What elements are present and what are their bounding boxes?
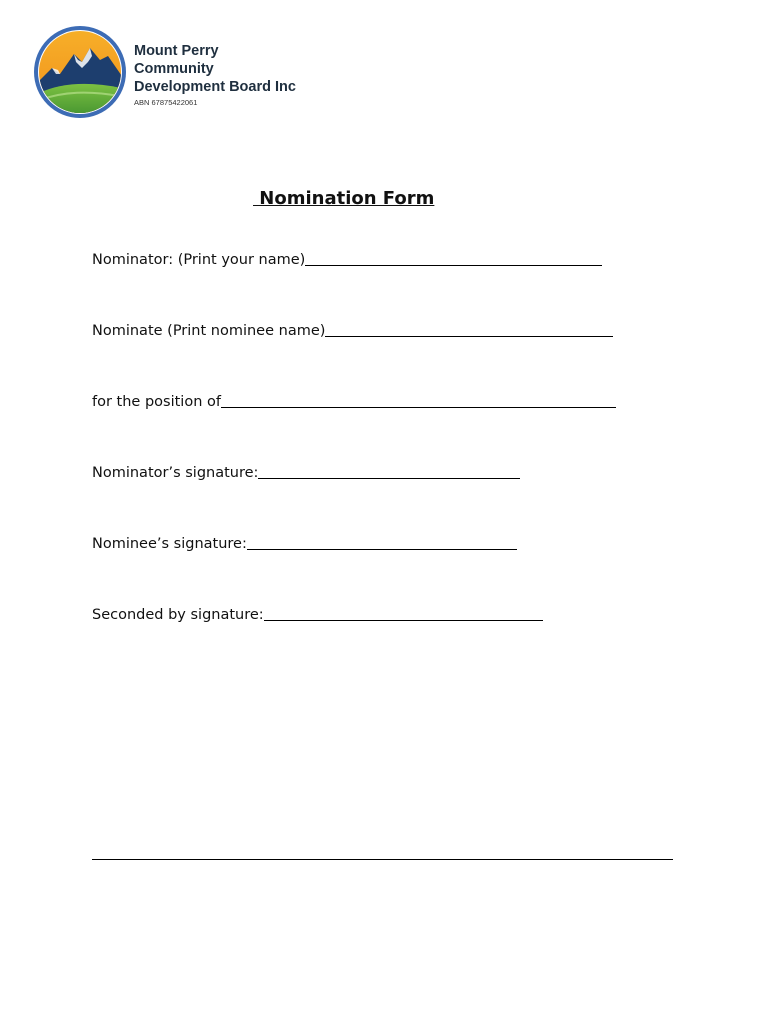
nominator-signature-field[interactable] [92,464,520,482]
form-title: Nomination Form [253,188,435,209]
nominator-name-field[interactable] [92,251,602,269]
nominee-signature-field[interactable] [92,535,517,553]
seconded-signature-field[interactable] [92,606,543,624]
nominee-signature-label: Nominee’s signature: [92,536,247,552]
position-label: for the position of [92,394,221,410]
organization-name-line-3: Development Board Inc [134,79,296,95]
nominator-name-label: Nominator: (Print your name) [92,252,306,268]
position-field[interactable] [92,393,616,411]
bottom-blank-line[interactable] [92,859,673,860]
organization-name-line-2: Community [134,61,214,77]
nominee-signature-blank-line[interactable] [247,548,517,550]
seconded-signature-label: Seconded by signature: [92,607,264,623]
organization-name-block [134,42,296,108]
nominator-signature-blank-line[interactable] [258,477,520,479]
nominee-name-label: Nominate (Print nominee name) [92,323,326,339]
position-blank-line[interactable] [221,406,616,408]
seconded-signature-blank-line[interactable] [264,619,543,621]
organization-name-line-1: Mount Perry [134,43,219,59]
nominator-signature-label: Nominator’s signature: [92,465,259,481]
abn-number: ABN 67875422061 [134,98,198,107]
organization-logo [30,24,130,120]
nominator-name-blank-line[interactable] [305,264,602,266]
nominee-name-field[interactable] [92,322,613,340]
nominee-name-blank-line[interactable] [325,335,613,337]
